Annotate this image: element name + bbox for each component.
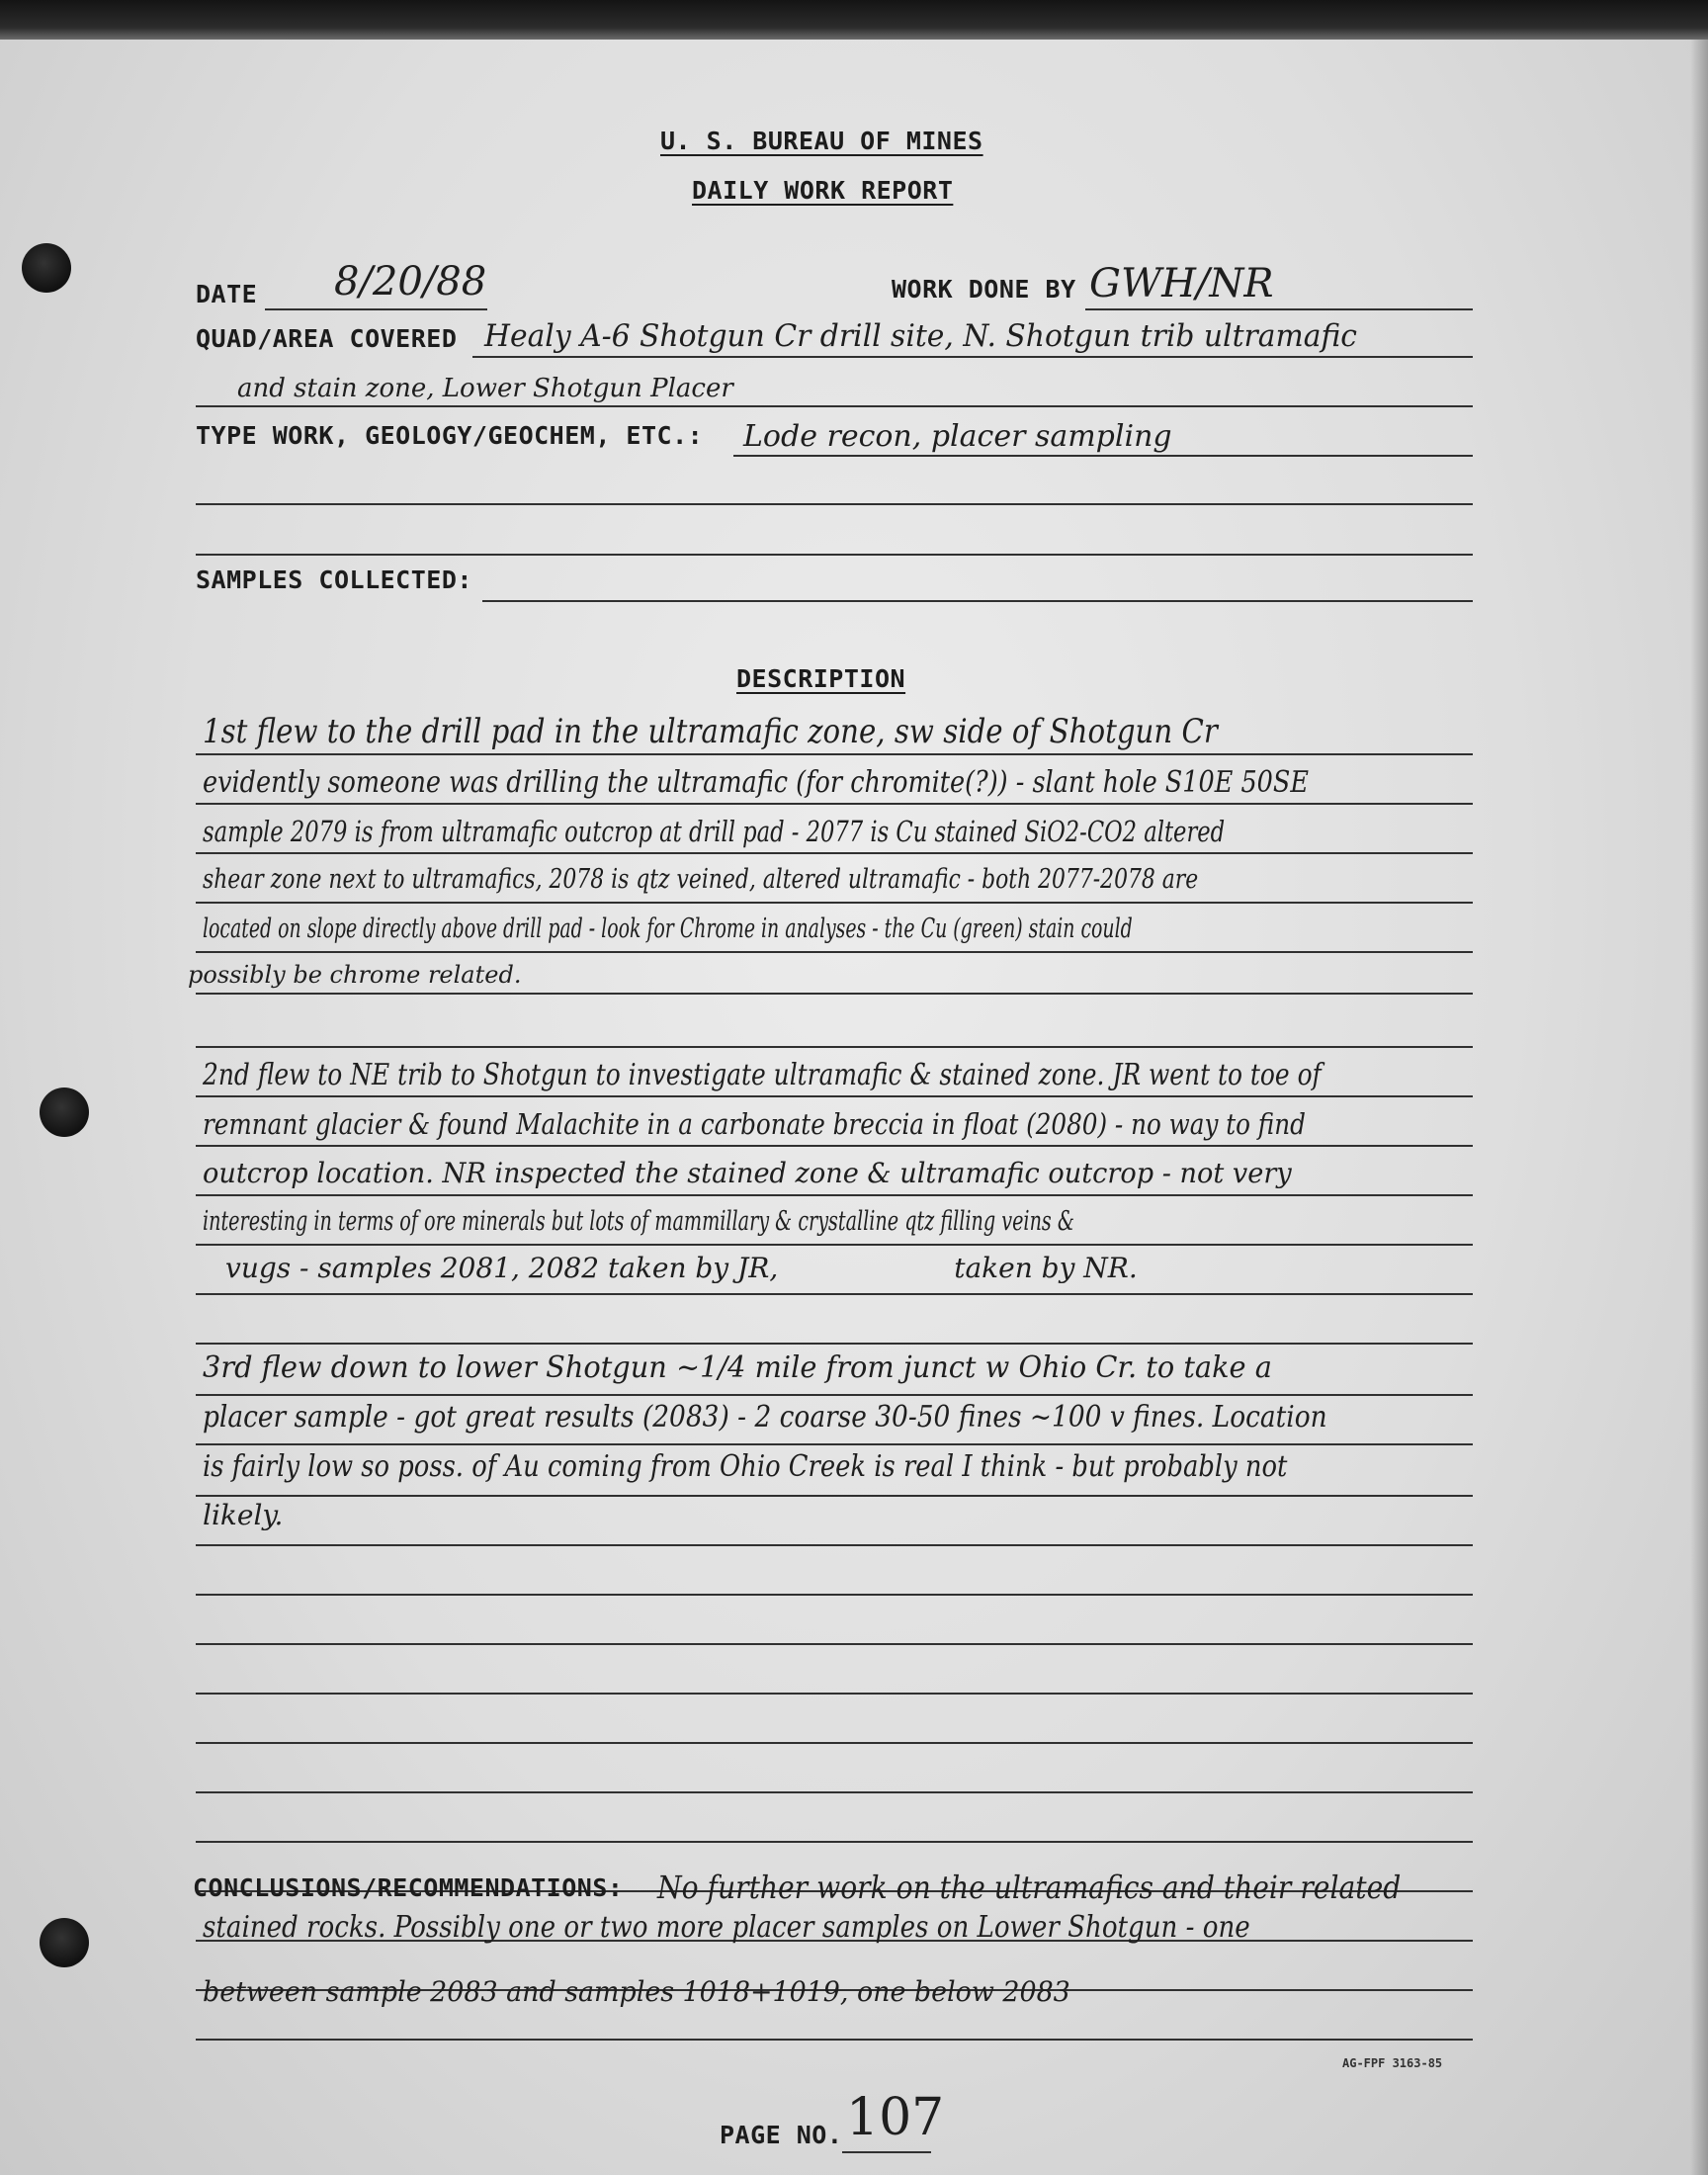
ruled-line	[196, 902, 1473, 904]
ruled-line	[196, 1841, 1473, 1843]
ruled-line	[196, 1095, 1473, 1097]
samples-collected-line	[482, 600, 1473, 602]
page-number-value: 107	[846, 2088, 945, 2147]
conclusions-line: between sample 2083 and samples 1018+1019, one below 2083	[203, 1975, 1070, 2008]
ruled-line	[196, 1343, 1473, 1345]
description-line: 1st flew to the drill pad in the ultramafic zone, sw side of Shotgun Cr	[203, 712, 1218, 751]
description-heading: DESCRIPTION	[736, 664, 906, 693]
ruled-line	[196, 753, 1473, 755]
description-line: evidently someone was drilling the ultramafic (for chromite(?)) - slant hole S10E 50SE	[203, 765, 1309, 800]
ruled-line	[196, 803, 1473, 805]
description-line: shear zone next to ultramafics, 2078 is qtz veined, altered ultramafic - both 2077-2078 are	[203, 864, 1199, 895]
page-number-label: PAGE NO.	[720, 2121, 843, 2149]
ruled-line	[196, 1742, 1473, 1744]
description-line: vugs - samples 2081, 2082 taken by JR, taken by NR.	[225, 1252, 1138, 1284]
description-line: is fairly low so poss. of Au coming from Ohio Creek is real I think - but probably not	[203, 1449, 1288, 1484]
conclusions-line: stained rocks. Possibly one or two more placer samples on Lower Shotgun - one	[203, 1910, 1250, 1945]
punch-hole-bottom	[40, 1918, 89, 1967]
conclusions-line-3	[196, 2039, 1473, 2041]
type-work-line	[733, 455, 1473, 457]
ruled-line	[196, 1693, 1473, 1695]
type-work-label: TYPE WORK, GEOLOGY/GEOCHEM, ETC.:	[196, 421, 704, 450]
ruled-line	[196, 1293, 1473, 1295]
date-line	[265, 308, 487, 310]
scan-right-edge	[1690, 40, 1708, 2175]
work-done-by-value: GWH/NR	[1089, 261, 1274, 306]
quad-line-2	[196, 405, 1473, 407]
description-line: outcrop location. NR inspected the stained zone & ultramafic outcrop - not very	[203, 1157, 1292, 1189]
blank-line	[196, 554, 1473, 556]
ruled-line	[196, 1244, 1473, 1246]
ruled-line	[196, 1145, 1473, 1147]
description-line: located on slope directly above drill pad - look for Chrome in analyses - the Cu (green) stain could	[203, 914, 1133, 944]
ruled-line	[196, 951, 1473, 953]
work-done-by-label: WORK DONE BY	[892, 275, 1076, 304]
description-line: likely.	[203, 1499, 284, 1531]
ruled-line	[196, 1394, 1473, 1396]
description-line: sample 2079 is from ultramafic outcrop at drill pad - 2077 is Cu stained SiO2-CO2 altered	[203, 815, 1226, 848]
conclusions-line: No further work on the ultramafics and their related	[657, 1869, 1402, 1906]
blank-line	[196, 503, 1473, 505]
description-line: possibly be chrome related.	[188, 961, 522, 989]
conclusions-label: CONCLUSIONS/RECOMMENDATIONS:	[193, 1873, 624, 1902]
quad-value-line-2: and stain zone, Lower Shotgun Placer	[237, 374, 733, 403]
description-line: placer sample - got great results (2083) - 2 coarse 30-50 fines ~100 v fines. Location	[203, 1400, 1327, 1435]
ruled-line	[196, 1443, 1473, 1445]
page-number-line	[842, 2151, 931, 2153]
ruled-line	[196, 1495, 1473, 1497]
ruled-line	[196, 1046, 1473, 1048]
type-work-value: Lode recon, placer sampling	[743, 419, 1172, 454]
samples-collected-label: SAMPLES COLLECTED:	[196, 566, 472, 594]
description-line: 3rd flew down to lower Shotgun ~1/4 mile from junct w Ohio Cr. to take a	[203, 1350, 1272, 1385]
description-line: remnant glacier & found Malachite in a carbonate breccia in float (2080) - no way to find	[203, 1107, 1306, 1141]
description-line: 2nd flew to NE trib to Shotgun to investigate ultramafic & stained zone. JR went to toe of	[203, 1058, 1322, 1092]
agency-title: U. S. BUREAU OF MINES	[660, 127, 983, 155]
ruled-line	[196, 1791, 1473, 1793]
ruled-line	[196, 1544, 1473, 1546]
quad-line-1	[472, 356, 1473, 358]
ruled-line	[196, 1194, 1473, 1196]
scan-top-edge	[0, 0, 1708, 40]
punch-hole-top	[22, 243, 71, 293]
ruled-line	[196, 1594, 1473, 1596]
report-title: DAILY WORK REPORT	[692, 176, 954, 205]
form-code: AG-FPF 3163-85	[1342, 2056, 1443, 2070]
date-label: DATE	[196, 280, 258, 308]
quad-area-label: QUAD/AREA COVERED	[196, 324, 458, 353]
punch-hole-middle	[40, 1088, 89, 1137]
work-done-by-line	[1085, 308, 1473, 310]
date-value: 8/20/88	[334, 259, 487, 304]
ruled-line	[196, 852, 1473, 854]
quad-value-line-1: Healy A-6 Shotgun Cr drill site, N. Shotgun trib ultramafic	[484, 318, 1357, 354]
ruled-line	[196, 993, 1473, 995]
description-line: interesting in terms of ore minerals but lots of mammillary & crystalline qtz filling veins &	[203, 1206, 1074, 1237]
ruled-line	[196, 1643, 1473, 1645]
